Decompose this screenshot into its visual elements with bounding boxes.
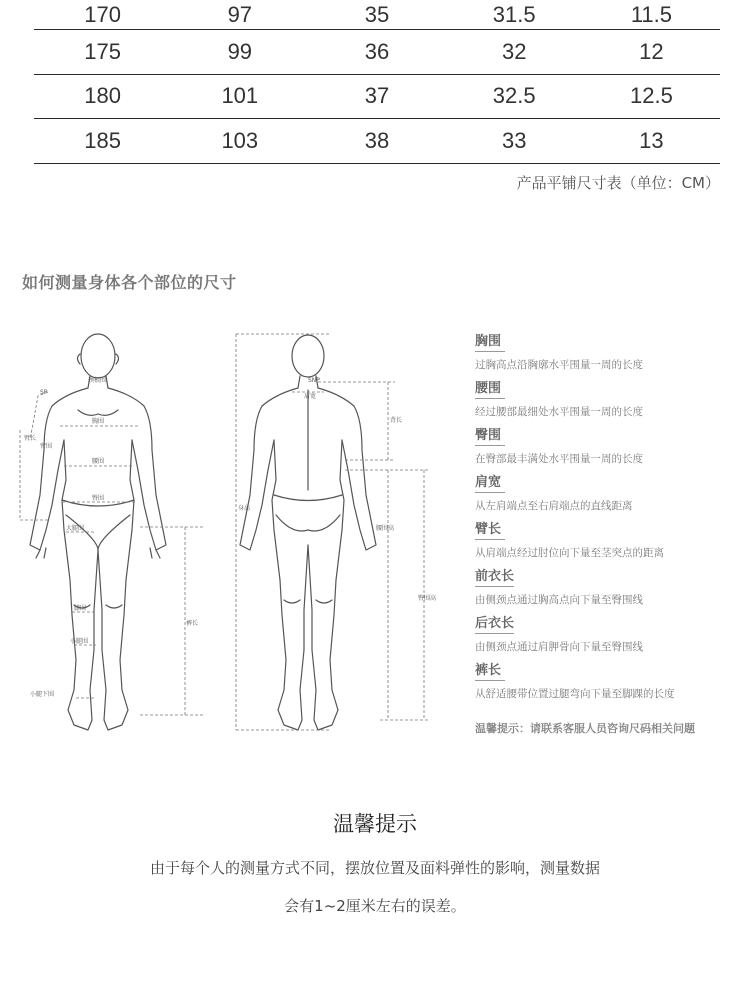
definition-desc: 在臀部最丰满处水平围量一周的长度: [475, 453, 643, 465]
definition-term: 臀围: [475, 424, 505, 446]
front-leg-label: 裤长: [186, 620, 199, 627]
table-row: [34, 0, 720, 30]
definition-item: [475, 424, 745, 471]
front-ankle-label: 小腿下围: [30, 691, 55, 698]
definition-term: 前衣长: [475, 565, 514, 587]
table-cell: 37: [364, 83, 390, 109]
table-cell: 35: [364, 1, 390, 27]
table-cell: 38: [364, 127, 390, 153]
size-table: [34, 0, 720, 164]
table-cell: 103: [221, 127, 259, 153]
tips-line-1: 由于每个人的测量方式不同，摆放位置及面料弹性的影响，测量数据: [149, 859, 600, 877]
definition-desc: 经过腰部最细处水平围量一周的长度: [475, 406, 643, 418]
body-figures: [0, 320, 470, 750]
definition-term: 臂长: [475, 518, 505, 540]
definition-term: 裤长: [475, 659, 505, 681]
definition-desc: 由侧颈点通过胸高点向下量至臀围线: [475, 594, 643, 606]
back-length-label: 背长: [390, 417, 403, 424]
measure-definitions: [475, 330, 745, 706]
front-thigh-label: 大腿围: [66, 525, 85, 532]
back-height-label: 身高: [238, 505, 251, 512]
front-arm-label: 臂长: [24, 435, 37, 442]
definition-desc: 从肩端点经过肘位向下量至茎突点的距离: [475, 547, 664, 559]
table-cell: 33: [501, 127, 527, 153]
definition-item: [475, 377, 745, 424]
table-cell: 13: [639, 127, 664, 153]
table-cell: 36: [364, 38, 390, 64]
definition-item: [475, 612, 745, 659]
back-hip-height-label: 臀围高: [418, 595, 437, 602]
table-cell: 180: [84, 83, 121, 109]
definition-term: 腰围: [475, 377, 505, 399]
definition-item: [475, 659, 745, 706]
tips-line-2: 会有1~2厘米左右的误差。: [284, 897, 466, 915]
definition-desc: 从舒适腰带位置过腿弯向下量至脚踝的长度: [475, 688, 675, 700]
front-calf-label: 小腿围: [70, 638, 89, 645]
table-cell: 175: [84, 38, 121, 64]
front-neck-label: 颈根围: [88, 377, 107, 384]
front-upper-arm-label: 臂围: [40, 443, 53, 450]
definition-term: 后衣长: [475, 612, 514, 634]
definition-item: [475, 330, 745, 377]
measure-heading: 如何测量身体各个部位的尺寸: [22, 273, 237, 292]
back-sp-label: SNP: [308, 377, 320, 384]
table-cell: 32: [501, 38, 527, 64]
measure-tip: 温馨提示：请联系客服人员咨询尺码相关问题: [475, 722, 695, 735]
table-cell: 185: [84, 127, 121, 153]
table-cell: 101: [221, 83, 259, 109]
body-diagram: [0, 320, 470, 750]
table-cell: 11.5: [630, 1, 672, 27]
table-cell: 99: [227, 38, 253, 64]
definition-item: [475, 471, 745, 518]
table-cell: 12: [639, 38, 664, 64]
table-cell: 31.5: [492, 1, 536, 27]
tips-title: 温馨提示: [333, 812, 417, 836]
front-hip-label: 臀围: [92, 495, 105, 502]
table-cell: 12.5: [630, 83, 673, 109]
table-row: [34, 75, 720, 120]
definition-desc: 过胸高点沿胸廓水平围量一周的长度: [475, 359, 643, 371]
front-waist-label: 腰围: [92, 458, 105, 465]
definition-item: [475, 565, 745, 612]
table-row: [34, 119, 720, 164]
table-caption: 产品平铺尺寸表（单位：CM）: [516, 174, 720, 192]
table-cell: 170: [84, 1, 121, 27]
definition-item: [475, 518, 745, 565]
definition-desc: 由侧颈点通过肩胛骨向下量至臀围线: [475, 641, 643, 653]
table-row: [34, 30, 720, 75]
table-cell: 32.5: [492, 83, 536, 109]
definition-term: 胸围: [475, 330, 505, 352]
definition-desc: 从左肩端点至右肩端点的直线距离: [475, 500, 633, 512]
table-cell: 97: [227, 1, 253, 27]
front-body-figure: [30, 334, 166, 730]
front-chest-label: 胸围: [92, 418, 105, 425]
definition-term: 肩宽: [475, 471, 505, 493]
front-sp-label: SP: [40, 389, 48, 396]
back-shoulder-label: 肩宽: [304, 393, 317, 400]
back-waist-height-label: 腰围高: [376, 525, 395, 532]
front-knee-label: 膝围: [74, 605, 87, 612]
